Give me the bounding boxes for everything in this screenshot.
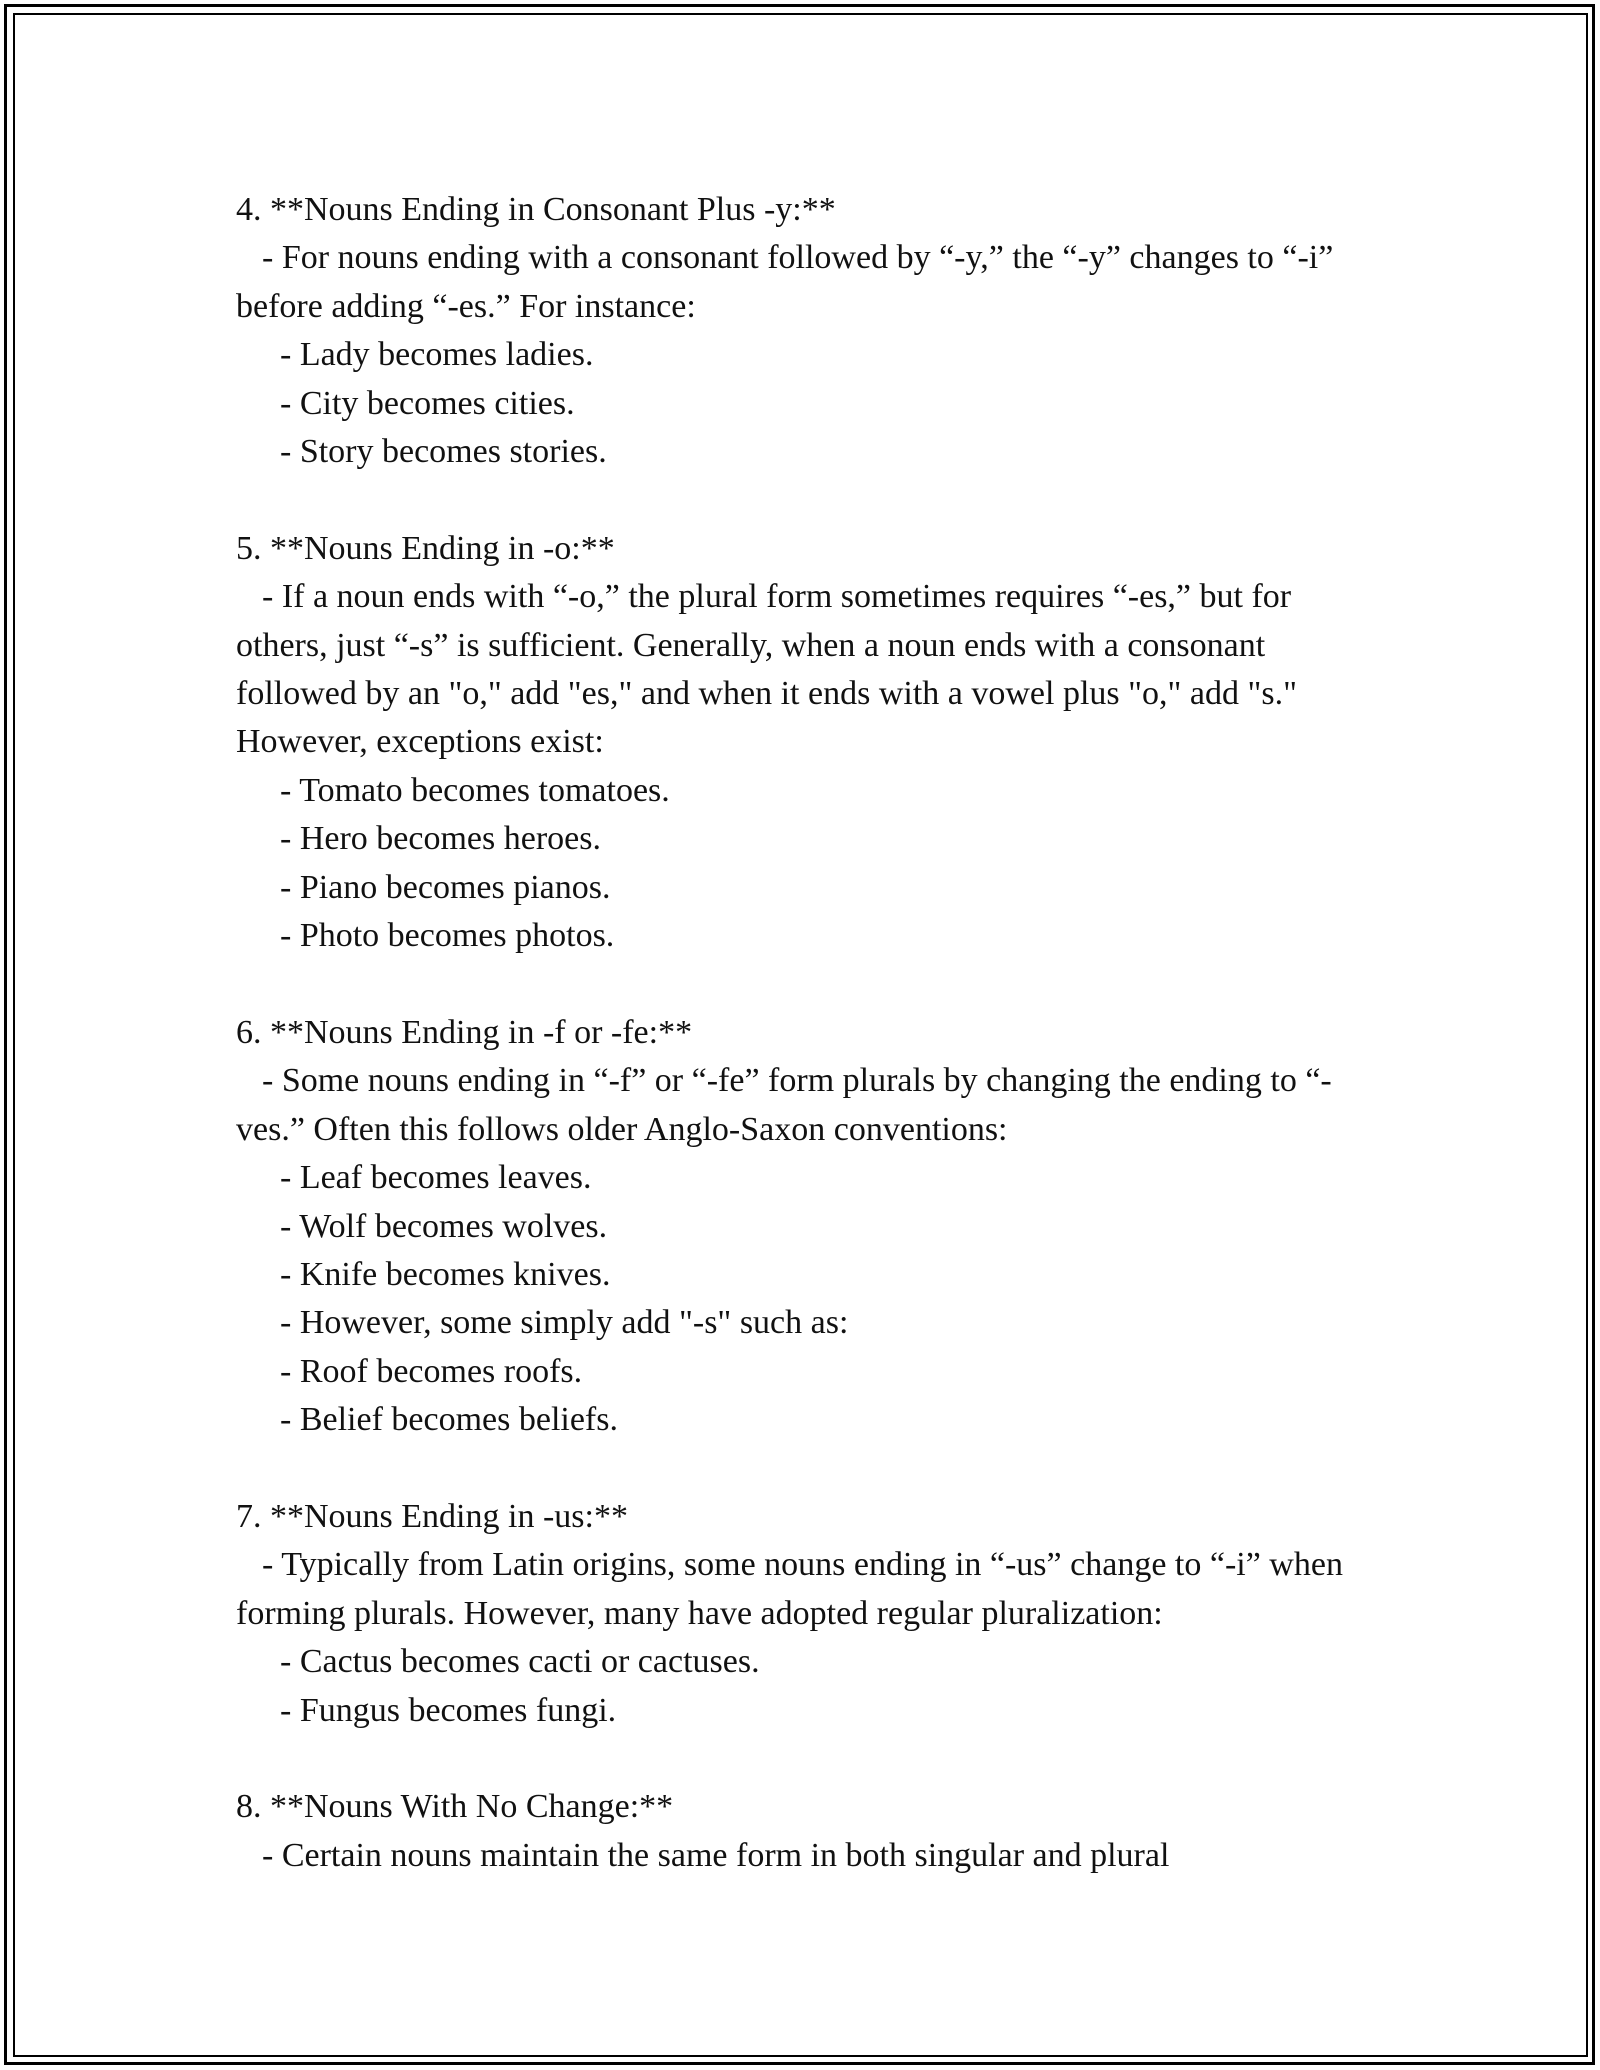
document-body [236,186,1386,1929]
section-description: - For nouns ending with a consonant followed by “-y,” the “-y” changes to “-i” before adding “-es.” For instance: [236,239,1334,325]
list-item: - Cactus becomes cacti or cactuses. [280,1643,760,1681]
list-item: - Story becomes stories. [280,433,607,471]
list-item: - However, some simply add "-s" such as: [280,1304,849,1342]
list-item: - Wolf becomes wolves. [280,1207,608,1245]
section-heading: 6. **Nouns Ending in -f or -fe:** [236,1013,693,1051]
section-description: - Typically from Latin origins, some nouns ending in “-us” change to “-i” when forming plurals. However, many have adopted regular pluralization: [236,1546,1343,1632]
section-description: - If a noun ends with “-o,” the plural form sometimes requires “-es,” but for others, just “-s” is sufficient. Generally, when a noun ends with a consonant followed by an "o," add "es," and when it ends with a vowel plus "o," add "s." However, exceptions exist: [236,578,1297,761]
list-item: - Fungus becomes fungi. [280,1691,617,1729]
list-item: - Belief becomes beliefs. [280,1401,618,1439]
section-no-change [236,1783,1386,1880]
list-item: - Knife becomes knives. [280,1255,611,1293]
section-ending-us [236,1493,1386,1735]
list-item: - Lady becomes ladies. [280,336,594,374]
list-item: - Piano becomes pianos. [280,868,611,906]
section-description: - Certain nouns maintain the same form in both singular and plural [262,1836,1170,1874]
section-ending-f-fe [236,1009,1386,1445]
list-item: - Roof becomes roofs. [280,1352,583,1390]
section-heading: 4. **Nouns Ending in Consonant Plus -y:** [236,191,836,228]
section-consonant-y [236,186,1386,476]
list-item: - Leaf becomes leaves. [280,1159,592,1197]
section-heading: 5. **Nouns Ending in -o:** [236,529,615,567]
list-item: - Hero becomes heroes. [280,820,601,858]
list-item: - Photo becomes photos. [280,917,615,955]
section-ending-o [236,525,1386,961]
section-heading: 8. **Nouns With No Change:** [236,1788,674,1826]
section-heading: 7. **Nouns Ending in -us:** [236,1497,628,1535]
list-item: - Tomato becomes tomatoes. [280,771,670,809]
list-item: - City becomes cities. [280,384,575,422]
section-description: - Some nouns ending in “-f” or “-fe” form plurals by changing the ending to “-ves.” Often this follows older Anglo-Saxon conventions: [236,1062,1332,1148]
